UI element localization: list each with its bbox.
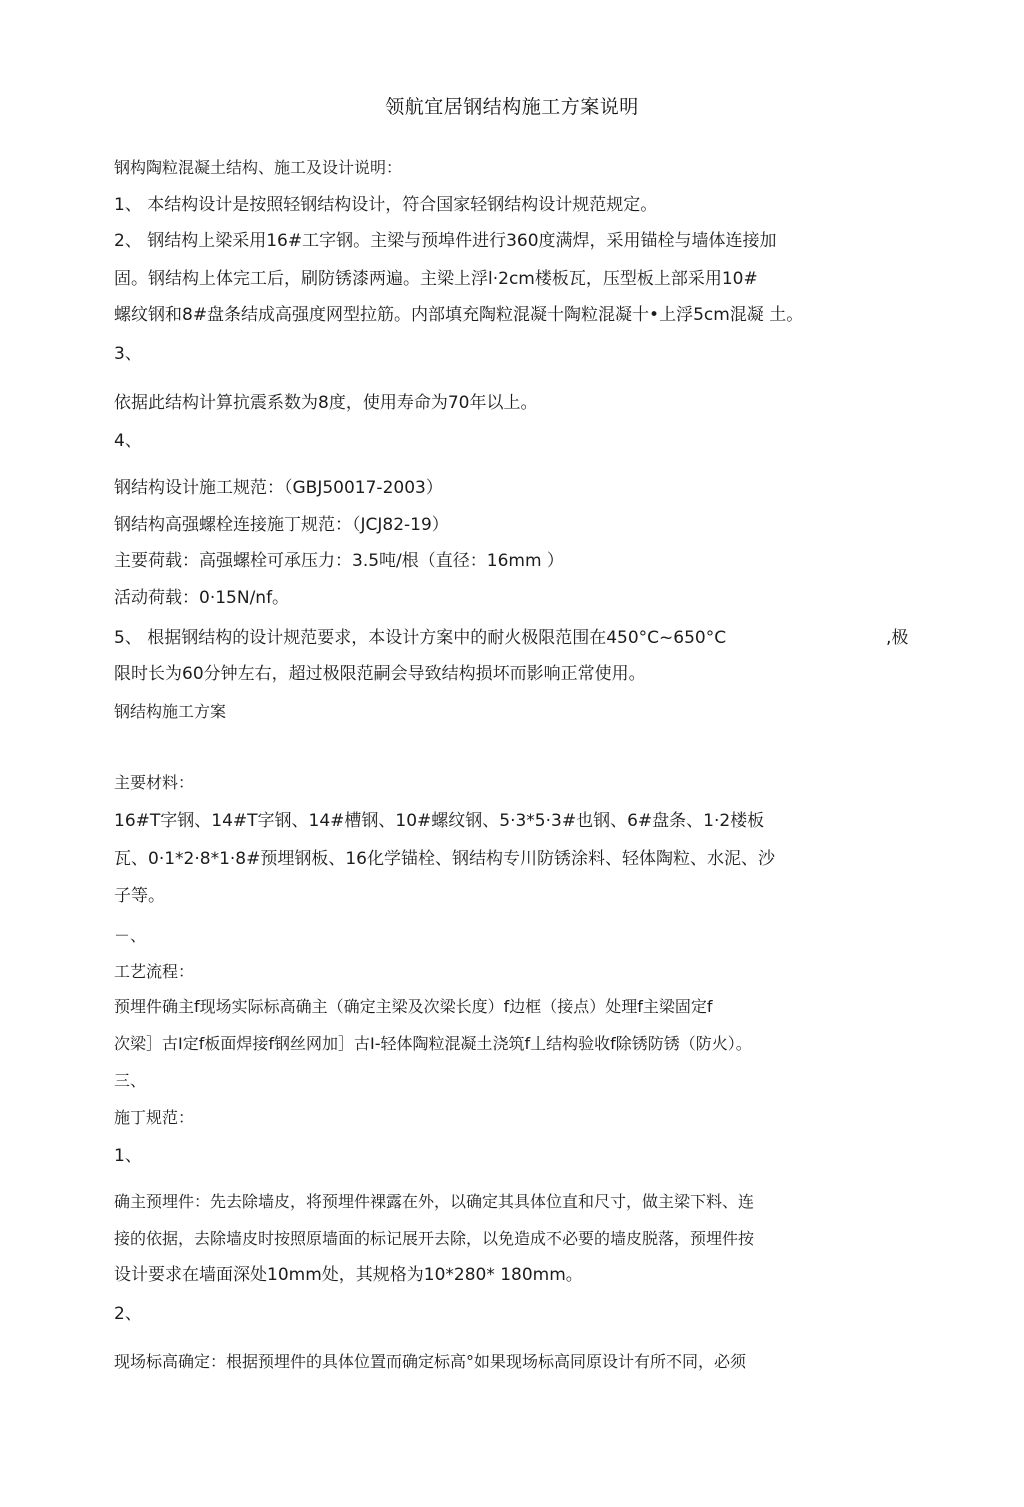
text-line: －、 [114, 926, 147, 945]
text-line: 钢结构高强螺栓连接施丁规范：（JCJ82-19） [114, 515, 449, 535]
text-line: 现场标高确定：根据预埋件的具体位置而确定标高°如果现场标高同原设计有所不同，必须 [114, 1352, 747, 1371]
text-line: 2、 钢结构上梁采用16#工字钢。主梁与预埠件进行360度满焊，采用锚栓与墙体连接加 [114, 231, 777, 251]
text-line: 确主预埋件：先去除墙皮，将预埋件裸露在外，以确定其具体位直和尺寸，做主梁下料、连 [114, 1192, 755, 1211]
text-line: 螺纹钢和8#盘条结成高强度网型拉筋。内部填充陶粒混凝十陶粒混凝十•上浮5cm混凝 土。 [114, 305, 804, 325]
text-line: 依据此结构计算抗震系数为8度，使用寿命为70年以上。 [114, 393, 538, 413]
text-line: 三、 [114, 1071, 147, 1090]
document-title: 领航宜居钢结构施工方案说明 [385, 96, 639, 118]
text-line: 5、 根据钢结构的设计规范要求，本设计方案中的耐火极限范围在450°C~650°C [114, 628, 727, 648]
text-line: 工艺流程： [114, 962, 195, 981]
text-line: 1、 本结构设计是按照轻钢结构设计，符合国家轻钢结构设计规范规定。 [114, 195, 658, 215]
text-line: 子等。 [114, 886, 165, 906]
text-line: 活动荷载：0·15N/nf。 [114, 588, 290, 608]
text-line: 固。钢结构上体完工后，刷防锈漆两遍。主梁上浮l·2cm楼板瓦，压型板上部采用10# [114, 269, 758, 289]
text-line: 1、 [114, 1146, 142, 1166]
text-line: 主要材料： [114, 773, 195, 792]
text-line: 2、 [114, 1304, 142, 1324]
text-line: 钢构陶粒混凝土结构、施工及设计说明： [114, 158, 403, 177]
text-line: 钢结构设计施工规范：（GBJ50017-2003） [114, 478, 443, 498]
text-line-tail: ,极 [886, 628, 909, 648]
text-line: 次梁］古I定f板面焊接f钢丝网加］古I-轻体陶粒混凝土浇筑f丄结构验收f除锈防锈（防火）。 [114, 1034, 752, 1053]
text-line: 16#T字钢、14#T字钢、14#槽钢、10#螺纹钢、5·3*5·3#也钢、6#盘条、1·2楼板 [114, 811, 765, 831]
text-line: 主要荷载：高强螺栓可承压力：3.5吨/根（直径：16mm ） [114, 551, 564, 571]
text-line: 施丁规范： [114, 1108, 195, 1127]
text-line: 3、 [114, 344, 142, 364]
text-line: 钢结构施工方案 [114, 702, 227, 721]
text-line: 瓦、0·1*2·8*1·8#预埋钢板、16化学锚栓、钢结构专川防锈涂料、轻体陶粒、水泥、沙 [114, 849, 775, 869]
text-line: 4、 [114, 431, 142, 451]
text-line: 设计要求在墙面深处10mm处，其规格为10*280* 180mm。 [114, 1265, 583, 1285]
text-line: 限时长为60分钟左右，超过极限范嗣会导致结构损坏而影响正常使用。 [114, 664, 646, 684]
text-line: 接的依据，去除墙皮时按照原墙面的标记展开去除，以免造成不必要的墙皮脱落，预埋件按 [114, 1229, 755, 1248]
text-line: 预埋件确主f现场实际标高确主（确定主梁及次梁长度）f边框（接点）处理f主梁固定f [114, 997, 713, 1016]
